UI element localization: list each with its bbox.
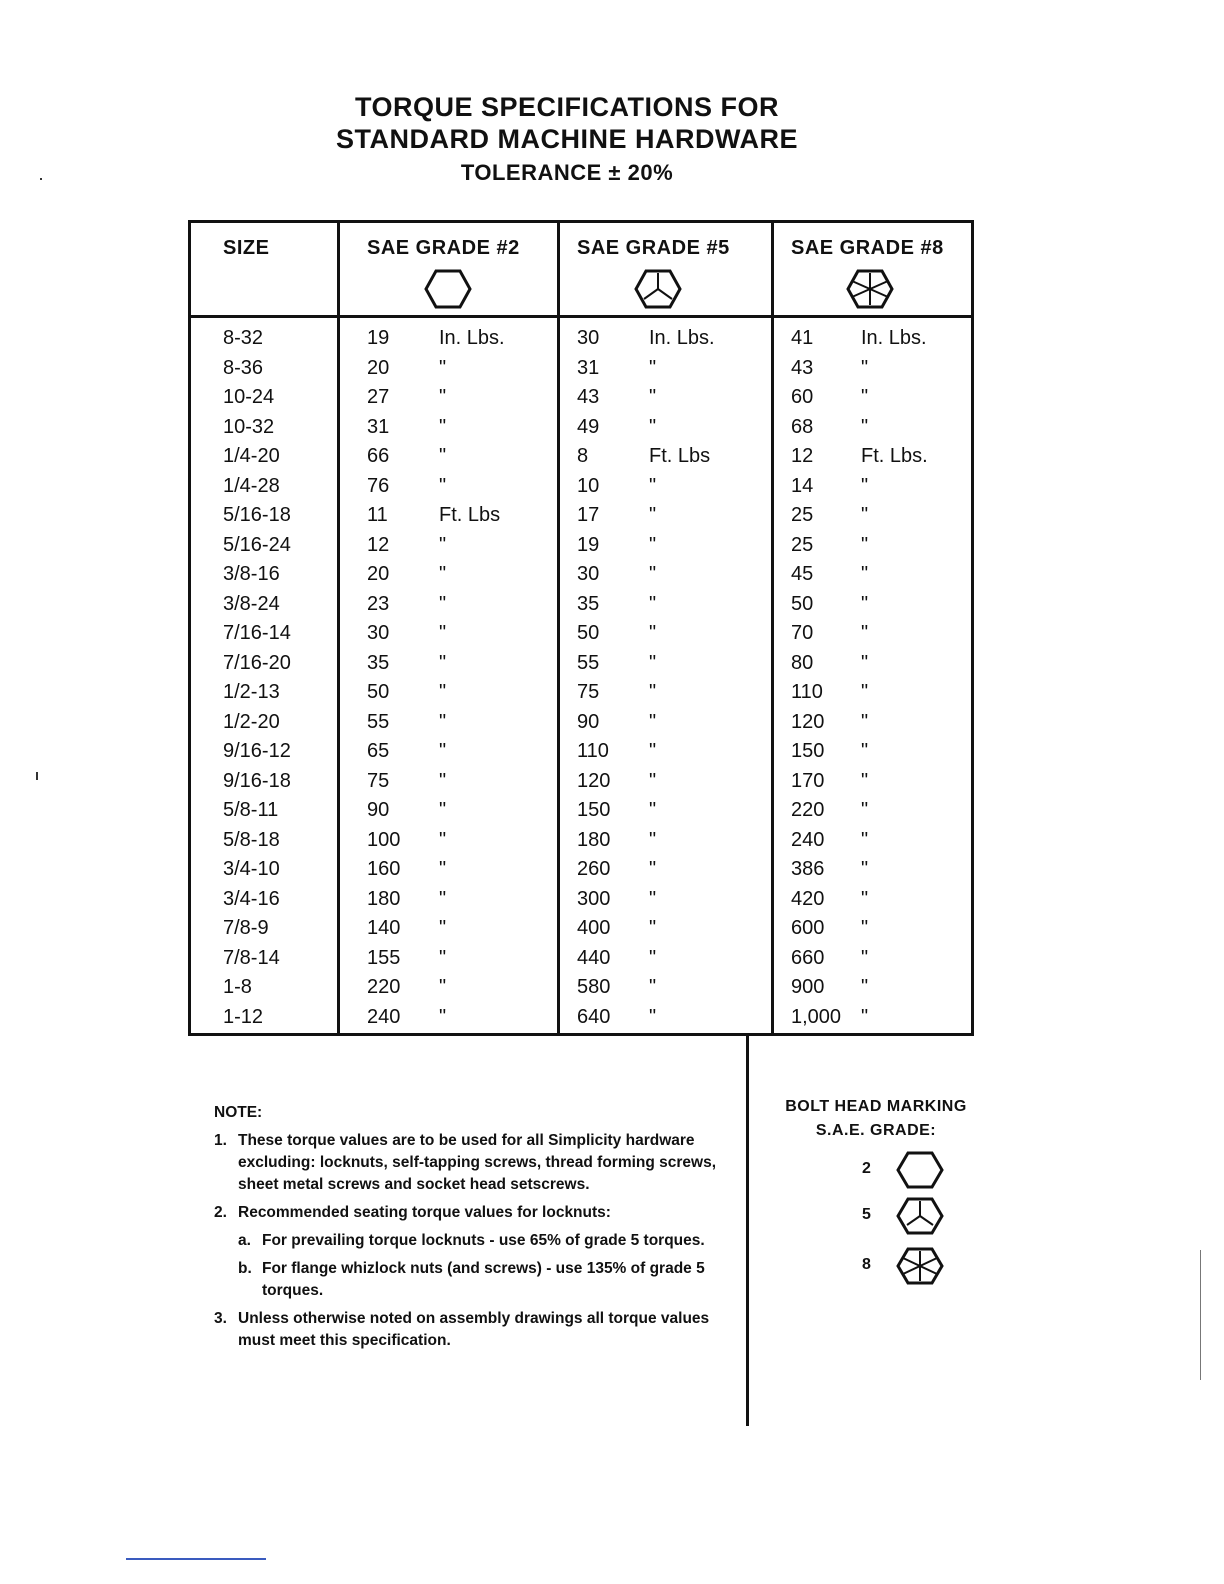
grade-8-value: 70: [791, 622, 814, 644]
size-cell: 1/4-28: [223, 474, 280, 497]
grade-5-unit: ": [649, 710, 657, 733]
grade-5-unit: ": [649, 533, 657, 556]
scan-blue-line: [126, 1558, 266, 1560]
grade-5-value: 120: [577, 769, 611, 792]
size-cell: 5/8-11: [223, 799, 279, 821]
grade-2-unit: ": [439, 799, 447, 821]
header-grade-8: SAE GRADE #8: [791, 237, 944, 259]
grade-8-unit: ": [861, 651, 869, 674]
grade-8-value: 25: [791, 504, 814, 526]
grade-5-value: 43: [577, 386, 600, 408]
grade-5-value: 30: [577, 563, 600, 585]
grade-2-unit: ": [439, 976, 447, 998]
scan-edge-mark: [1200, 1250, 1201, 1380]
grade-8-value: 110: [791, 681, 823, 703]
grade-5-value: 75: [577, 681, 600, 703]
size-cell: 5/8-18: [223, 828, 280, 851]
header-grade-5: SAE GRADE #5: [577, 237, 730, 259]
header-grade-2: SAE GRADE #2: [367, 237, 520, 259]
grade-8-value: 240: [791, 828, 825, 851]
grade-5-unit: ": [649, 799, 657, 821]
grade-2-unit: ": [439, 386, 447, 408]
grade-8-value: 25: [791, 533, 814, 556]
grade-8-unit: ": [861, 681, 869, 703]
column-divider: [771, 223, 774, 1033]
size-cell: 3/4-10: [223, 858, 280, 880]
grade-2-value: 11: [367, 504, 388, 526]
grade-2-value: 23: [367, 592, 390, 615]
grade-8-value: 420: [791, 887, 825, 910]
size-cell: 7/16-20: [223, 651, 291, 674]
grade-8-value: 170: [791, 769, 825, 792]
grade-8-unit: ": [861, 828, 869, 851]
grade-5-value: 8: [577, 445, 589, 467]
header-divider: [191, 315, 971, 318]
grade-5-unit: ": [649, 356, 657, 379]
note-text: Unless otherwise noted on assembly drawings all torque values must meet this specification.: [238, 1310, 710, 1349]
grade-2-value: 75: [367, 769, 390, 792]
grade-2-unit: ": [439, 828, 447, 851]
grade-2-value: 27: [367, 386, 390, 408]
grade-8-value: 12: [791, 445, 814, 467]
grade-2-unit: ": [439, 651, 447, 674]
grade-2-value: 20: [367, 356, 390, 379]
grade-8-value: 150: [791, 740, 825, 762]
size-cell: 1/2-20: [223, 710, 280, 733]
grade-8-value: 45: [791, 563, 814, 585]
grade-5-unit: ": [649, 769, 657, 792]
size-cell: 1/4-20: [223, 445, 280, 467]
header-size: SIZE: [223, 237, 270, 259]
grade-2-value: 50: [367, 681, 390, 703]
notes-section: [214, 1102, 734, 1352]
grade-8-value: 50: [791, 592, 814, 615]
size-cell: 5/16-18: [223, 504, 291, 526]
size-cell: 7/8-14: [223, 946, 280, 969]
grade-5-value: 440: [577, 946, 611, 969]
grade-5-value: 110: [577, 740, 609, 762]
scan-speck: [40, 178, 42, 180]
notes-heading: NOTE:: [214, 1104, 263, 1121]
grade-5-unit: ": [649, 504, 657, 526]
note-item: [214, 1308, 734, 1352]
grade-8-value: 900: [791, 976, 825, 998]
size-cell: 3/8-16: [223, 563, 280, 585]
grade-2-value: 19: [367, 327, 390, 349]
grade-2-value: 12: [367, 533, 390, 556]
grade-8-unit: ": [861, 946, 869, 969]
grade-2-unit: ": [439, 415, 447, 438]
grade-label-2: 2: [862, 1160, 871, 1177]
note-text: Recommended seating torque values for locknuts:: [238, 1204, 611, 1221]
grade-8-value: 68: [791, 415, 814, 438]
grade-5-value: 17: [577, 504, 600, 526]
hexagon-six-lines-icon: [845, 267, 895, 311]
grade-5-unit: ": [649, 887, 657, 910]
column-divider: [557, 223, 560, 1033]
grade-2-value: 100: [367, 828, 401, 851]
grade-5-unit: ": [649, 917, 657, 939]
grade-5-value: 50: [577, 622, 600, 644]
grade-2-unit: ": [439, 474, 447, 497]
column-divider: [337, 223, 340, 1033]
grade-2-value: 35: [367, 651, 390, 674]
grade-5-value: 30: [577, 327, 600, 349]
size-cell: 3/8-24: [223, 592, 280, 615]
grade-5-unit: ": [649, 622, 657, 644]
grade-8-value: 1,000: [791, 1005, 842, 1028]
grade-5-value: 640: [577, 1005, 611, 1028]
grade-5-unit: ": [649, 858, 657, 880]
note-item: [214, 1202, 734, 1224]
grade-5-value: 260: [577, 858, 611, 880]
size-cell: 3/4-16: [223, 887, 280, 910]
grade-5-unit: ": [649, 946, 657, 969]
grade-2-value: 65: [367, 740, 390, 762]
grade-8-unit: ": [861, 1005, 869, 1028]
torque-table: [188, 220, 974, 1036]
grade-8-value: 600: [791, 917, 825, 939]
grade-8-unit: Ft. Lbs.: [861, 445, 928, 467]
grade-8-unit: ": [861, 769, 869, 792]
grade-2-unit: In. Lbs.: [439, 327, 505, 349]
grade-8-unit: In. Lbs.: [861, 327, 927, 349]
page-title-line1: TORQUE SPECIFICATIONS FOR: [354, 92, 780, 122]
size-cell: 10-24: [223, 386, 275, 408]
grade-5-value: 300: [577, 887, 611, 910]
grade-2-unit: ": [439, 946, 447, 969]
grade-8-unit: ": [861, 474, 869, 497]
grade-5-unit: ": [649, 415, 657, 438]
grade-2-unit: ": [439, 445, 447, 467]
grade-8-unit: ": [861, 799, 869, 821]
grade-8-unit: ": [861, 504, 869, 526]
size-cell: 1/2-13: [223, 681, 280, 703]
grade-5-unit: ": [649, 592, 657, 615]
grade-2-unit: ": [439, 887, 447, 910]
hexagon-plain-icon: [423, 267, 473, 311]
section-divider: [746, 1036, 749, 1426]
grade-8-value: 120: [791, 710, 825, 733]
grade-5-value: 400: [577, 917, 611, 939]
grade-5-unit: In. Lbs.: [649, 327, 715, 349]
size-cell: 10-32: [223, 415, 275, 438]
grade-5-value: 90: [577, 710, 600, 733]
size-cell: 8-36: [223, 356, 264, 379]
grade-8-unit: ": [861, 356, 869, 379]
note-subitem: [238, 1230, 734, 1252]
grade-2-unit: ": [439, 533, 447, 556]
grade-5-value: 180: [577, 828, 611, 851]
bolt-marking-subtitle: S.A.E. GRADE:: [815, 1122, 937, 1139]
grade-8-unit: ": [861, 858, 869, 880]
grade-2-value: 31: [367, 415, 390, 438]
note-subitem-text: For flange whizlock nuts (and screws) - use 135% of grade 5 torques.: [262, 1260, 705, 1299]
grade-8-value: 80: [791, 651, 814, 674]
scan-speck: [36, 772, 38, 780]
size-cell: 7/16-14: [223, 622, 291, 644]
note-subitem: [238, 1258, 734, 1302]
grade-2-value: 155: [367, 946, 401, 969]
grade-5-unit: ": [649, 681, 657, 703]
grade-8-value: 60: [791, 386, 814, 408]
size-cell: 1-12: [223, 1005, 264, 1028]
grade-5-value: 49: [577, 415, 600, 438]
size-cell: 9/16-18: [223, 769, 291, 792]
grade-2-value: 30: [367, 622, 390, 644]
grade-2-value: 55: [367, 710, 390, 733]
note-subitem-letter: b.: [238, 1260, 252, 1277]
grade-5-unit: ": [649, 474, 657, 497]
grade-2-unit: ": [439, 563, 447, 585]
grade-8-unit: ": [861, 415, 869, 438]
note-subitem-text: For prevailing torque locknuts - use 65% of grade 5 torques.: [262, 1232, 705, 1249]
note-number: 2.: [214, 1204, 227, 1221]
grade-2-value: 240: [367, 1005, 401, 1028]
grade-8-value: 660: [791, 946, 825, 969]
grade-8-value: 41: [791, 327, 814, 349]
grade-8-unit: ": [861, 917, 869, 939]
grade-2-unit: ": [439, 1005, 447, 1028]
grade-label-8: 8: [862, 1256, 871, 1273]
note-number: 1.: [214, 1132, 227, 1149]
grade-8-value: 220: [791, 799, 825, 821]
grade-5-unit: ": [649, 386, 657, 408]
grade-5-unit: ": [649, 1005, 657, 1028]
grade-2-value: 180: [367, 887, 401, 910]
grade-8-unit: ": [861, 386, 869, 408]
bolt-marking-title: BOLT HEAD MARKING: [785, 1098, 967, 1115]
grade-2-unit: ": [439, 592, 447, 615]
grade-2-value: 66: [367, 445, 390, 467]
size-cell: 1-8: [223, 976, 252, 998]
grade-5-unit: ": [649, 563, 657, 585]
hexagon-six-lines-icon: [896, 1246, 944, 1286]
grade-2-value: 90: [367, 799, 390, 821]
grade-8-unit: ": [861, 622, 869, 644]
grade-8-unit: ": [861, 710, 869, 733]
grade-2-unit: ": [439, 710, 447, 733]
grade-8-value: 14: [791, 474, 814, 497]
grade-5-value: 35: [577, 592, 600, 615]
grade-8-unit: ": [861, 740, 869, 762]
grade-2-unit: ": [439, 681, 447, 703]
grade-2-unit: ": [439, 356, 447, 379]
grade-5-unit: Ft. Lbs: [649, 445, 711, 467]
tolerance-label: TOLERANCE ± 20%: [460, 160, 674, 185]
grade-8-value: 386: [791, 858, 825, 880]
grade-5-unit: ": [649, 651, 657, 674]
grade-2-unit: Ft. Lbs: [439, 504, 501, 526]
grade-2-unit: ": [439, 769, 447, 792]
grade-2-value: 220: [367, 976, 401, 998]
grade-2-unit: ": [439, 740, 447, 762]
grade-2-unit: ": [439, 917, 447, 939]
grade-8-unit: ": [861, 563, 869, 585]
hexagon-three-lines-icon: [633, 267, 683, 311]
grade-5-value: 580: [577, 976, 611, 998]
grade-5-unit: ": [649, 976, 657, 998]
grade-5-value: 55: [577, 651, 600, 674]
grade-5-unit: ": [649, 740, 657, 762]
note-subitem-letter: a.: [238, 1232, 251, 1249]
grade-8-unit: ": [861, 976, 869, 998]
grade-8-unit: ": [861, 533, 869, 556]
grade-2-value: 76: [367, 474, 390, 497]
page-title-line2: STANDARD MACHINE HARDWARE: [336, 124, 798, 154]
hexagon-plain-icon: [896, 1150, 944, 1190]
note-text: These torque values are to be used for all Simplicity hardware excluding: locknuts, self-tapping screws, thread forming screws, sheet metal screws and socket head setscrews.: [238, 1132, 717, 1193]
hexagon-three-lines-icon: [896, 1196, 944, 1236]
grade-8-value: 43: [791, 356, 814, 379]
grade-5-value: 19: [577, 533, 600, 556]
note-number: 3.: [214, 1310, 227, 1327]
grade-5-value: 31: [577, 356, 600, 379]
grade-2-value: 140: [367, 917, 401, 939]
grade-2-value: 20: [367, 563, 390, 585]
size-cell: 7/8-9: [223, 917, 269, 939]
grade-2-unit: ": [439, 858, 447, 880]
grade-5-unit: ": [649, 828, 657, 851]
grade-2-value: 160: [367, 858, 401, 880]
grade-5-value: 10: [577, 474, 600, 497]
grade-label-5: 5: [862, 1206, 871, 1223]
size-cell: 9/16-12: [223, 740, 291, 762]
grade-5-value: 150: [577, 799, 611, 821]
note-item: [214, 1130, 734, 1196]
size-cell: 8-32: [223, 327, 264, 349]
size-cell: 5/16-24: [223, 533, 291, 556]
grade-2-unit: ": [439, 622, 447, 644]
grade-8-unit: ": [861, 592, 869, 615]
grade-8-unit: ": [861, 887, 869, 910]
